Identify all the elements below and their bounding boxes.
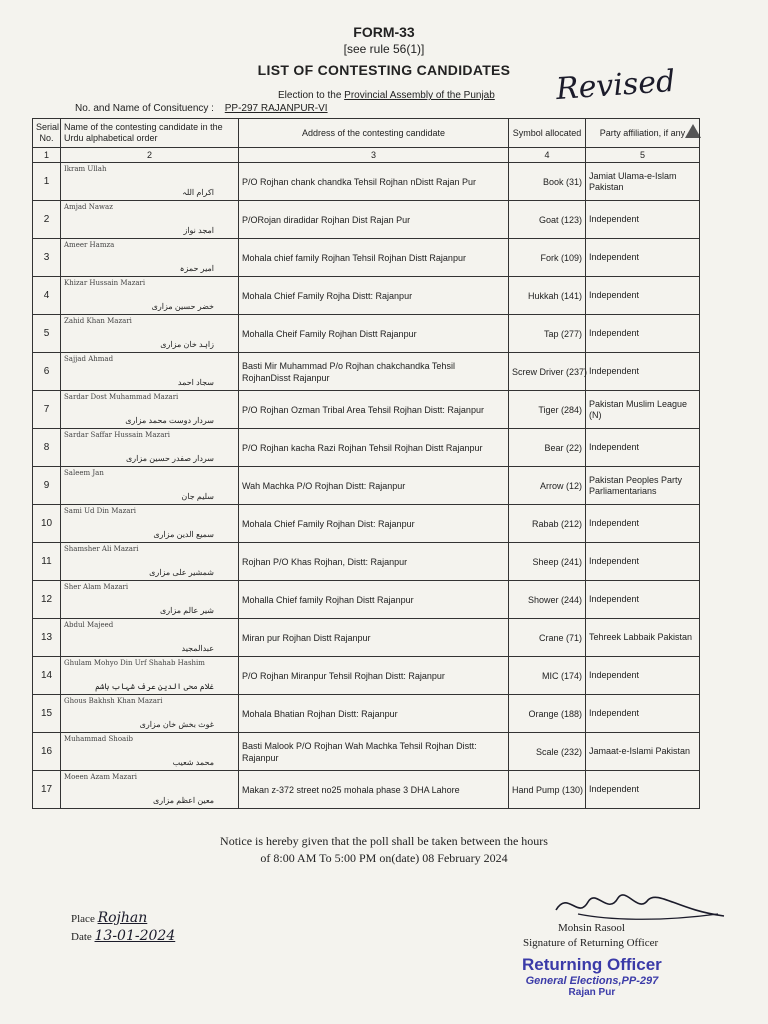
col-number: 3 xyxy=(239,148,509,163)
address-cell: Basti Mir Muhammad P/o Rojhan chakchandka Tehsil RojhanDisst Rajanpur xyxy=(239,353,509,391)
table-row xyxy=(33,695,700,733)
name-cell xyxy=(61,391,239,429)
table-row xyxy=(33,201,700,239)
election-prefix: Election to the xyxy=(278,90,342,101)
party-cell: Pakistan Peoples Party Parliamentarians xyxy=(586,467,700,505)
name-cell xyxy=(61,239,239,277)
name-cell xyxy=(61,163,239,201)
candidate-name-urdu: غلام محی الدین عرف شہاب ہاشم xyxy=(95,682,214,691)
election-line xyxy=(278,90,495,101)
rule-reference: [see rule 56(1)] xyxy=(343,42,425,56)
serial-cell: 4 xyxy=(33,277,61,315)
symbol-cell: Arrow (12) xyxy=(509,467,586,505)
candidate-name-urdu: سجاد احمد xyxy=(177,378,214,387)
address-cell: Mohalla Chief family Rojhan Distt Rajanpur xyxy=(239,581,509,619)
place-field xyxy=(71,910,147,926)
notice-line: of 8:00 AM To 5:00 PM on(date) 08 February 2024 xyxy=(260,851,508,865)
header-party: Party affiliation, if any xyxy=(586,119,700,148)
candidate-name-en: Ikram Ullah xyxy=(64,165,107,173)
serial-cell: 6 xyxy=(33,353,61,391)
address-cell: Mohala chief family Rojhan Tehsil Rojhan Distt Rajanpur xyxy=(239,239,509,277)
address-cell: P/O Rojhan chank chandka Tehsil Rojhan nDistt Rajan Pur xyxy=(239,163,509,201)
name-cell xyxy=(61,277,239,315)
candidate-name-en: Muhammad Shoaib xyxy=(64,735,133,743)
symbol-cell: Screw Driver (237) xyxy=(509,353,586,391)
table-row xyxy=(33,163,700,201)
name-cell xyxy=(61,695,239,733)
candidate-name-en: Saleem Jan xyxy=(64,469,104,477)
returning-officer-stamp xyxy=(522,955,662,998)
notice-line: Notice is hereby given that the poll shall be taken between the hours xyxy=(220,834,548,848)
symbol-cell: Crane (71) xyxy=(509,619,586,657)
symbol-cell: Scale (232) xyxy=(509,733,586,771)
serial-cell: 7 xyxy=(33,391,61,429)
candidate-name-urdu: معین اعظم مزاری xyxy=(152,796,214,805)
serial-cell: 5 xyxy=(33,315,61,353)
address-cell: Mohala Chief Family Rojhan Dist: Rajanpur xyxy=(239,505,509,543)
name-cell xyxy=(61,429,239,467)
table-header-row xyxy=(33,119,700,148)
election-body: Provincial Assembly of the Punjab xyxy=(344,90,495,101)
party-cell: Tehreek Labbaik Pakistan xyxy=(586,619,700,657)
symbol-cell: Fork (109) xyxy=(509,239,586,277)
symbol-cell: Bear (22) xyxy=(509,429,586,467)
table-row xyxy=(33,353,700,391)
table-row xyxy=(33,391,700,429)
place-value: Rojhan xyxy=(97,910,148,926)
candidate-name-urdu: امجد نواز xyxy=(183,226,214,235)
header-address: Address of the contesting candidate xyxy=(239,119,509,148)
candidate-name-urdu: سردار دوست محمد مزاری xyxy=(125,416,214,425)
address-cell: Rojhan P/O Khas Rojhan, Distt: Rajanpur xyxy=(239,543,509,581)
symbol-cell: MIC (174) xyxy=(509,657,586,695)
name-cell xyxy=(61,505,239,543)
serial-cell: 12 xyxy=(33,581,61,619)
serial-cell: 11 xyxy=(33,543,61,581)
candidate-name-urdu: سمیع الدین مزاری xyxy=(153,530,214,539)
symbol-cell: Shower (244) xyxy=(509,581,586,619)
name-cell xyxy=(61,467,239,505)
serial-cell: 10 xyxy=(33,505,61,543)
candidate-name-en: Zahid Khan Mazari xyxy=(64,317,132,325)
candidate-name-urdu: شیر عالم مزاری xyxy=(160,606,214,615)
col-number: 1 xyxy=(33,148,61,163)
symbol-cell: Hand Pump (130) xyxy=(509,771,586,809)
address-cell: Mohala Chief Family Rojha Distt: Rajanpur xyxy=(239,277,509,315)
date-value: 13-01-2024 xyxy=(94,928,176,944)
address-cell: P/O Rojhan kacha Razi Rojhan Tehsil Rojhan Distt Rajanpur xyxy=(239,429,509,467)
header-symbol: Symbol allocated xyxy=(509,119,586,148)
candidate-name-en: Abdul Majeed xyxy=(64,621,114,629)
symbol-cell: Hukkah (141) xyxy=(509,277,586,315)
revised-handwritten-note: Revised xyxy=(554,63,677,108)
party-cell: Jamaat-e-Islami Pakistan xyxy=(586,733,700,771)
symbol-cell: Orange (188) xyxy=(509,695,586,733)
candidate-name-en: Sardar Dost Muhammad Mazari xyxy=(64,393,179,401)
candidate-name-en: Sher Alam Mazari xyxy=(64,583,129,591)
address-cell: Mohalla Cheif Family Rojhan Distt Rajanpur xyxy=(239,315,509,353)
name-cell xyxy=(61,201,239,239)
header-name: Name of the contesting candidate in the Urdu alphabetical order xyxy=(61,119,239,148)
table-row xyxy=(33,657,700,695)
symbol-cell: Tiger (284) xyxy=(509,391,586,429)
serial-cell: 8 xyxy=(33,429,61,467)
signature-scribble xyxy=(548,880,728,926)
name-cell xyxy=(61,657,239,695)
signature-title: Signature of Returning Officer xyxy=(523,937,659,949)
candidates-table xyxy=(32,118,700,809)
table-row xyxy=(33,505,700,543)
party-cell: Independent xyxy=(586,581,700,619)
party-cell: Independent xyxy=(586,657,700,695)
party-cell: Independent xyxy=(586,201,700,239)
candidate-name-en: Shamsher Ali Mazari xyxy=(64,545,139,553)
address-cell: P/O Rojhan Ozman Tribal Area Tehsil Rojhan Distt: Rajanpur xyxy=(239,391,509,429)
party-cell: Independent xyxy=(586,543,700,581)
address-cell: Miran pur Rojhan Distt Rajanpur xyxy=(239,619,509,657)
candidate-name-en: Moeen Azam Mazari xyxy=(64,773,137,781)
form-number: FORM-33 xyxy=(353,24,415,40)
stamp-line: Returning Officer xyxy=(522,955,662,974)
name-cell xyxy=(61,771,239,809)
serial-cell: 9 xyxy=(33,467,61,505)
name-cell xyxy=(61,353,239,391)
table-row xyxy=(33,771,700,809)
serial-cell: 14 xyxy=(33,657,61,695)
candidate-name-urdu: عبدالمجید xyxy=(181,644,214,653)
candidate-name-urdu: خضر حسین مزاری xyxy=(151,302,214,311)
symbol-cell: Tap (277) xyxy=(509,315,586,353)
date-field xyxy=(71,928,175,944)
candidate-name-en: Sami Ud Din Mazari xyxy=(64,507,137,515)
serial-cell: 17 xyxy=(33,771,61,809)
place-label: Place xyxy=(71,913,95,925)
candidate-name-urdu: اکرام اللہ xyxy=(182,188,214,197)
party-cell: Independent xyxy=(586,315,700,353)
table-row xyxy=(33,619,700,657)
table-row xyxy=(33,239,700,277)
stamp-line: General Elections,PP-297 xyxy=(525,975,659,987)
party-cell: Independent xyxy=(586,277,700,315)
symbol-cell: Rabab (212) xyxy=(509,505,586,543)
candidate-name-urdu: سردار صفدر حسین مزاری xyxy=(126,454,214,463)
table-row xyxy=(33,277,700,315)
serial-cell: 3 xyxy=(33,239,61,277)
serial-cell: 1 xyxy=(33,163,61,201)
party-cell: Independent xyxy=(586,695,700,733)
candidate-name-urdu: امیر حمزہ xyxy=(179,264,214,273)
candidate-name-en: Ameer Hamza xyxy=(64,241,115,249)
address-cell: Mohala Bhatian Rojhan Distt: Rajanpur xyxy=(239,695,509,733)
table-row xyxy=(33,429,700,467)
date-label: Date xyxy=(71,931,92,943)
serial-cell: 15 xyxy=(33,695,61,733)
address-cell: Makan z-372 street no25 mohala phase 3 DHA Lahore xyxy=(239,771,509,809)
candidate-name-en: Khizar Hussain Mazari xyxy=(64,279,146,287)
header-serial: Serial No. xyxy=(33,119,61,148)
candidate-name-en: Ghous Bakhsh Khan Mazari xyxy=(64,697,163,705)
table-row xyxy=(33,543,700,581)
table-row xyxy=(33,581,700,619)
constituency-value: PP-297 RAJANPUR-VI xyxy=(224,103,328,114)
party-cell: Independent xyxy=(586,239,700,277)
party-cell: Pakistan Muslim League (N) xyxy=(586,391,700,429)
name-cell xyxy=(61,543,239,581)
party-cell: Independent xyxy=(586,353,700,391)
poll-notice xyxy=(0,833,768,867)
party-cell: Independent xyxy=(586,771,700,809)
officer-name: Mohsin Rasool xyxy=(558,922,625,934)
name-cell xyxy=(61,619,239,657)
party-cell: Independent xyxy=(586,505,700,543)
candidate-name-en: Sajjad Ahmad xyxy=(64,355,114,363)
col-number: 5 xyxy=(586,148,700,163)
serial-cell: 2 xyxy=(33,201,61,239)
candidate-name-urdu: محمد شعیب xyxy=(172,758,214,767)
candidate-name-urdu: شمشیر علی مزاری xyxy=(149,568,214,577)
address-cell: Basti Malook P/O Rojhan Wah Machka Tehsil Rojhan Distt: Rajanpur xyxy=(239,733,509,771)
col-number: 4 xyxy=(509,148,586,163)
serial-cell: 16 xyxy=(33,733,61,771)
symbol-cell: Book (31) xyxy=(509,163,586,201)
page-title: LIST OF CONTESTING CANDIDATES xyxy=(257,62,511,78)
symbol-cell: Goat (123) xyxy=(509,201,586,239)
candidate-name-en: Amjad Nawaz xyxy=(64,203,113,211)
col-number: 2 xyxy=(61,148,239,163)
constituency-line xyxy=(75,103,328,114)
party-cell: Independent xyxy=(586,429,700,467)
candidate-name-urdu: زاہد خان مزاری xyxy=(160,340,214,349)
candidate-name-urdu: غوث بخش خان مزاری xyxy=(139,720,214,729)
candidate-name-en: Ghulam Mohyo Din Urf Shahab Hashim xyxy=(64,659,205,667)
candidate-name-urdu: سلیم جان xyxy=(181,492,214,501)
address-cell: P/ORojan diradidar Rojhan Dist Rajan Pur xyxy=(239,201,509,239)
symbol-cell: Sheep (241) xyxy=(509,543,586,581)
address-cell: P/O Rojhan Miranpur Tehsil Rojhan Distt: Rajanpur xyxy=(239,657,509,695)
name-cell xyxy=(61,581,239,619)
table-row xyxy=(33,315,700,353)
table-row xyxy=(33,467,700,505)
party-cell: Jamiat Ulama-e-Islam Pakistan xyxy=(586,163,700,201)
stamp-line: Rajan Pur xyxy=(568,987,616,998)
table-row xyxy=(33,733,700,771)
address-cell: Wah Machka P/O Rojhan Distt: Rajanpur xyxy=(239,467,509,505)
constituency-label: No. and Name of Consituency : xyxy=(75,103,214,114)
name-cell xyxy=(61,733,239,771)
column-number-row xyxy=(33,148,700,163)
name-cell xyxy=(61,315,239,353)
candidate-name-en: Sardar Saffar Hussain Mazari xyxy=(64,431,170,439)
serial-cell: 13 xyxy=(33,619,61,657)
